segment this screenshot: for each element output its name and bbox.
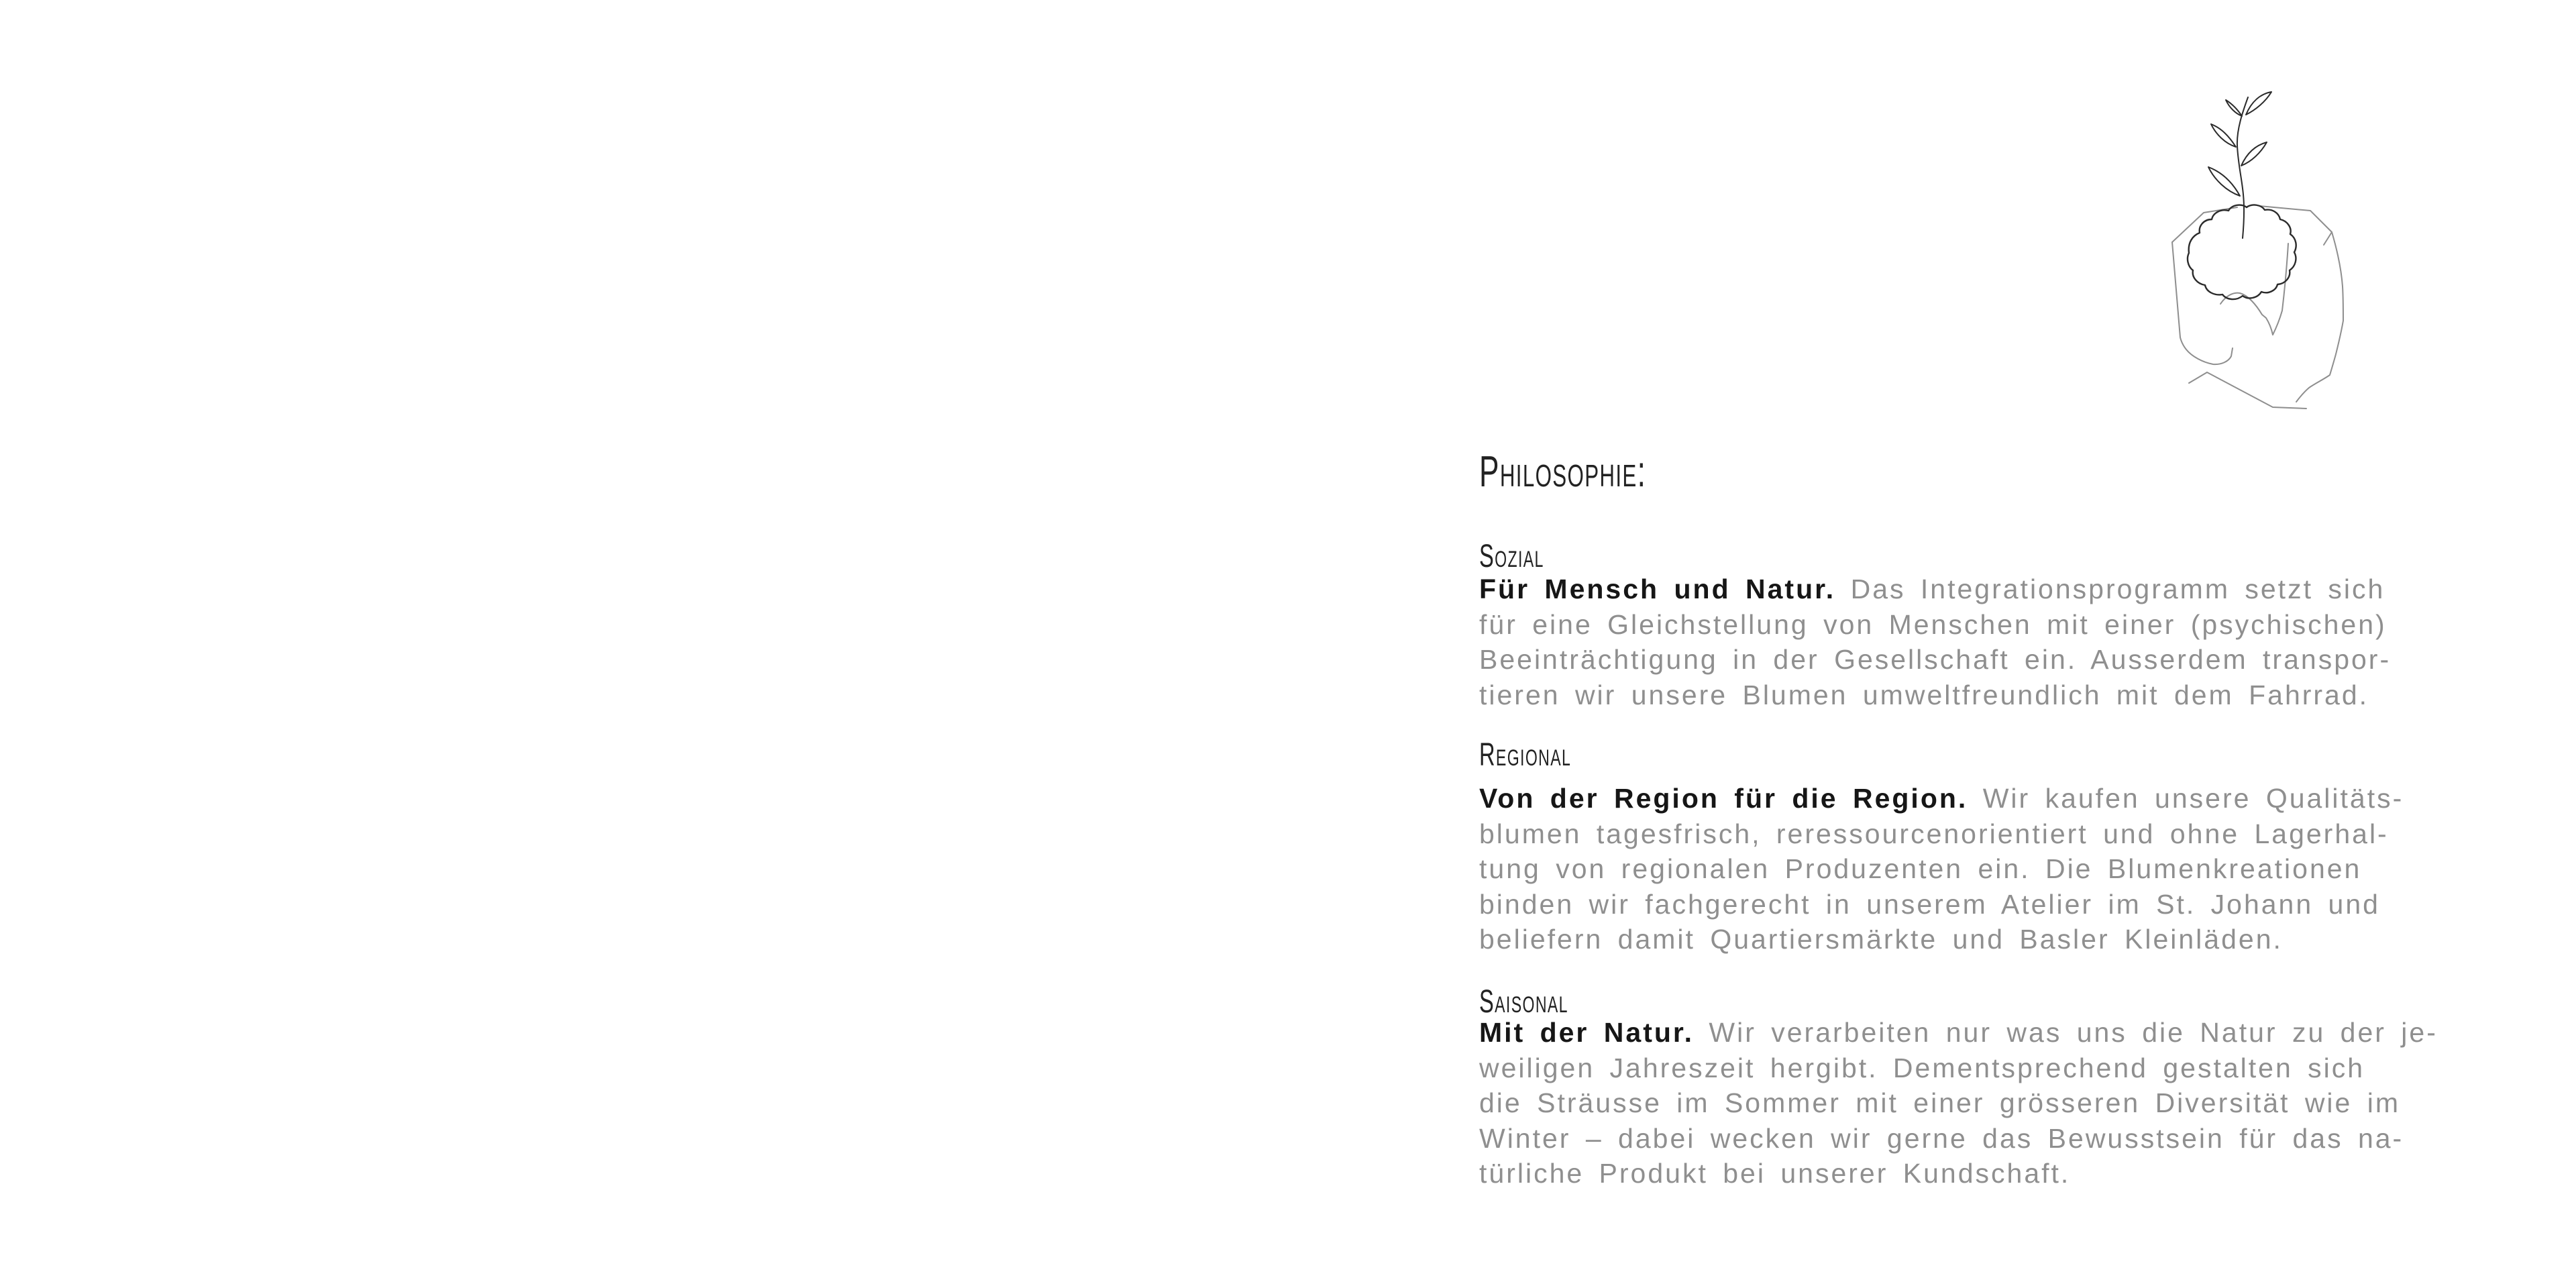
hand-rim-right <box>2259 206 2332 245</box>
seedling-leaf <box>2241 142 2267 166</box>
seedling-leaf <box>2211 124 2236 147</box>
paragraph-line: tung von regionalen Produzenten ein. Die Blumenkreationen <box>1479 853 2362 884</box>
hand-rim-left <box>2172 207 2237 242</box>
lead-text: Von der Region für die Region. <box>1479 783 1968 814</box>
paragraph-line: Winter – dabei wecken wir gerne das Bewusstsein für das na- <box>1479 1122 2404 1154</box>
paragraph-line: die Sträusse im Sommer mit einer grösseren Diversität wie im <box>1479 1087 2400 1118</box>
section-heading-sozial <box>1479 541 1574 573</box>
page-title-text: Philosophie: <box>1479 447 1647 496</box>
hand-holding-seedling-illustration <box>2163 77 2365 443</box>
paragraph-line <box>1479 572 2391 607</box>
hand-outline <box>2172 206 2343 409</box>
hand-bottom-stroke <box>2189 372 2306 409</box>
hand-left-side <box>2172 242 2233 364</box>
section-paragraph-regional <box>1479 781 2404 957</box>
section-heading-saisonal <box>1479 986 1610 1018</box>
paragraph-line: beliefern damit Quartiersmärkte und Basler Kleinläden. <box>1479 924 2283 955</box>
seedling-leaf <box>2246 92 2271 115</box>
section-heading-text: Sozial <box>1479 539 1544 574</box>
seedling-stem <box>2237 97 2248 238</box>
page-title <box>1479 447 1725 496</box>
section-paragraph-sozial <box>1479 572 2391 712</box>
paragraph-line: türliche Produkt bei unserer Kundschaft. <box>1479 1158 2071 1189</box>
paragraph-line <box>1479 1015 2438 1051</box>
paragraph-line: binden wir fachgerecht in unserem Atelier im St. Johann und <box>1479 888 2380 920</box>
seedling <box>2188 92 2296 299</box>
lead-text: Mit der Natur. <box>1479 1017 1694 1048</box>
lead-text: Für Mensch und Natur. <box>1479 574 1836 604</box>
paragraph-line: tieren wir unsere Blumen umweltfreundlich mit dem Fahrrad. <box>1479 679 2369 710</box>
paragraph-line: weiligen Jahreszeit hergibt. Dementsprechend gestalten sich <box>1479 1052 2365 1083</box>
paragraph-line: blumen tagesfrisch, reressourcenorientiert und ohne Lagerhal- <box>1479 818 2389 849</box>
section-heading-text: Saisonal <box>1479 984 1568 1020</box>
section-paragraph-saisonal <box>1479 1015 2438 1191</box>
section-heading-text: Regional <box>1479 737 1572 773</box>
section-heading-regional <box>1479 739 1615 771</box>
seedling-leaf <box>2208 167 2240 196</box>
root-ball <box>2188 205 2296 300</box>
hand-right-side <box>2296 232 2343 402</box>
seedling-leaf <box>2226 100 2242 116</box>
line-text: Wir verarbeiten nur was uns die Natur zu der je- <box>1709 1017 2438 1048</box>
paragraph-line: für eine Gleichstellung von Menschen mit einer (psychischen) <box>1479 608 2387 640</box>
line-text: Wir kaufen unsere Qualitäts- <box>1982 783 2404 814</box>
paragraph-line <box>1479 781 2404 816</box>
line-text: Das Integrationsprogramm setzt sich <box>1850 574 2385 604</box>
paragraph-line: Beeinträchtigung in der Gesellschaft ein. Ausserdem transpor- <box>1479 644 2392 675</box>
